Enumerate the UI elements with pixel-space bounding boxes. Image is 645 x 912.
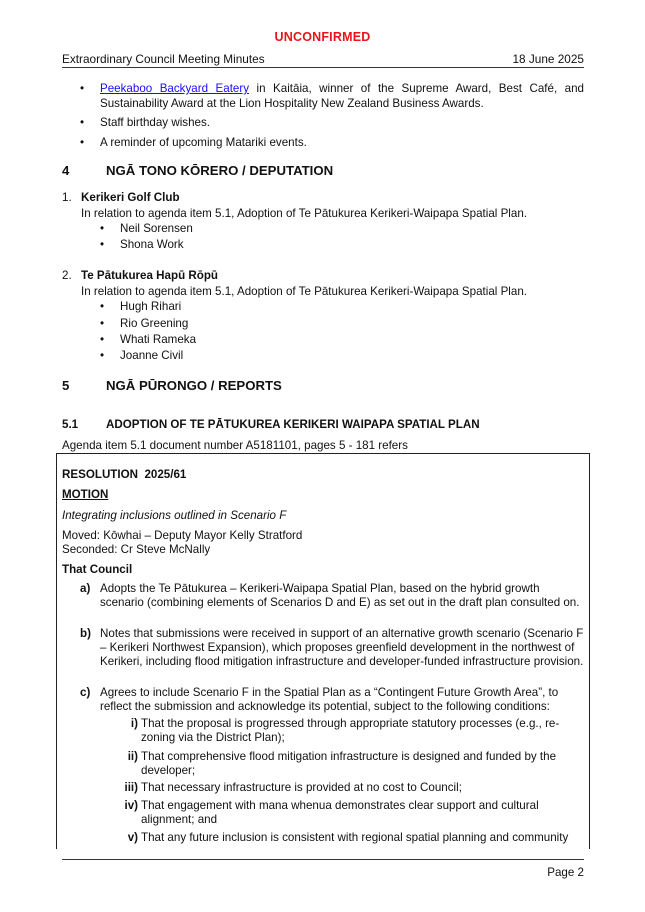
motion-heading: MOTION — [62, 488, 109, 501]
list-item-text: in Kaitāia, winner of the Supreme Award, Best Café, and Sustainability Award at the Lion Hospitality New Zealand Business Awards. — [100, 82, 585, 110]
item-description: In relation to agenda item 5.1, Adoption of Te Pātukurea Kerikeri-Waipapa Spatial Plan. — [81, 207, 527, 220]
clause-label: a) — [80, 582, 91, 595]
condition-item — [118, 799, 584, 827]
list-item — [80, 116, 584, 131]
list-item: • Shona Work — [100, 238, 184, 251]
item-number: 1. — [62, 191, 72, 204]
header-divider — [62, 67, 584, 68]
list-item: • Rio Greening — [100, 317, 189, 330]
bullet-icon: • — [100, 317, 105, 330]
list-item: • Joanne Civil — [100, 349, 184, 362]
clause-text: Notes that submissions were received in support of an alternative growth scenario (Scenario F – Kerikeri Northwest Expansion), which proposes greenfield development in the northwest of Kerikeri, including flood mitigation infrastructure and developer-funded infrastructure provision. — [100, 627, 584, 668]
subsection-number: 5.1 — [62, 418, 79, 431]
motion-subtitle: Integrating inclusions outlined in Scenario F — [62, 509, 287, 522]
condition-label: iv) — [124, 799, 138, 812]
eatery-link[interactable]: Peekaboo Backyard Eatery — [100, 82, 250, 95]
footer-divider — [62, 859, 584, 860]
condition-item — [118, 750, 584, 778]
resolution-clause — [80, 582, 584, 610]
condition-text: That engagement with mana whenua demonstrates clear support and cultural alignment; and — [141, 799, 539, 826]
condition-label: i) — [130, 717, 138, 730]
moved-by: Moved: Kōwhai – Deputy Mayor Kelly Stratford — [62, 529, 303, 542]
that-council-heading: That Council — [62, 563, 133, 576]
bullet-icon: • — [80, 136, 85, 149]
list-item-text: A reminder of upcoming Matariki events. — [100, 136, 307, 149]
condition-text: That the proposal is progressed through appropriate statutory processes (e.g., re-zoning via the District Plan); — [141, 717, 560, 744]
bullet-icon: • — [80, 116, 85, 129]
resolution-clause — [80, 627, 584, 669]
condition-label: v) — [127, 831, 138, 844]
clause-label: b) — [80, 627, 91, 640]
page-number: Page 2 — [547, 866, 584, 879]
bullet-icon: • — [100, 222, 105, 235]
resolution-title: RESOLUTION 2025/61 — [62, 468, 187, 481]
bullet-icon: • — [80, 82, 85, 95]
clause-text: Adopts the Te Pātukurea – Kerikeri-Waipapa Spatial Plan, based on the hybrid growth scenario (combining elements of Scenarios D and E) as set out in the draft plan consulted on. — [100, 582, 580, 609]
agenda-reference: Agenda item 5.1 document number A5181101, pages 5 - 181 refers — [62, 439, 408, 452]
section-title: NGĀ TONO KŌRERO / DEPUTATION — [106, 163, 334, 178]
condition-label: iii) — [124, 781, 138, 794]
page-header — [62, 52, 584, 66]
meeting-date: 18 June 2025 — [512, 52, 584, 66]
section-title: NGĀ PŪRONGO / REPORTS — [106, 378, 282, 393]
list-item: • Whati Rameka — [100, 333, 197, 346]
condition-text: That comprehensive flood mitigation infrastructure is designed and funded by the developer; — [141, 750, 557, 777]
section-number: 4 — [62, 163, 70, 178]
section-number: 5 — [62, 378, 70, 393]
item-description: In relation to agenda item 5.1, Adoption of Te Pātukurea Kerikeri-Waipapa Spatial Plan. — [81, 285, 527, 298]
condition-item — [118, 831, 584, 845]
list-item — [80, 136, 584, 151]
unconfirmed-label: UNCONFIRMED — [274, 30, 371, 44]
list-item-text: Staff birthday wishes. — [100, 116, 210, 129]
condition-item — [118, 781, 584, 795]
bullet-icon: • — [100, 300, 105, 313]
list-item — [80, 82, 584, 111]
clause-label: c) — [80, 686, 91, 699]
condition-label: ii) — [127, 750, 138, 763]
list-item: • Hugh Rihari — [100, 300, 182, 313]
list-item: • Neil Sorensen — [100, 222, 193, 235]
subsection-title: ADOPTION OF TE PĀTUKUREA KERIKERI WAIPAPA SPATIAL PLAN — [106, 418, 480, 431]
meeting-title: Extraordinary Council Meeting Minutes — [62, 52, 265, 66]
bullet-icon: • — [100, 349, 105, 362]
item-title: Kerikeri Golf Club — [81, 191, 180, 204]
item-number: 2. — [62, 269, 72, 282]
bullet-icon: • — [100, 333, 105, 346]
condition-item — [118, 717, 584, 745]
resolution-clause — [80, 686, 584, 714]
seconded-by: Seconded: Cr Steve McNally — [62, 543, 211, 556]
bullet-icon: • — [100, 238, 105, 251]
condition-text: That necessary infrastructure is provided at no cost to Council; — [141, 781, 462, 794]
item-title: Te Pātukurea Hapū Rōpū — [81, 269, 218, 282]
condition-text: That any future inclusion is consistent with regional spatial planning and community — [141, 831, 569, 844]
clause-text: Agrees to include Scenario F in the Spatial Plan as a “Contingent Future Growth Area”, to reflect the submission and acknowledge its potential, subject to the following conditions: — [100, 686, 559, 713]
